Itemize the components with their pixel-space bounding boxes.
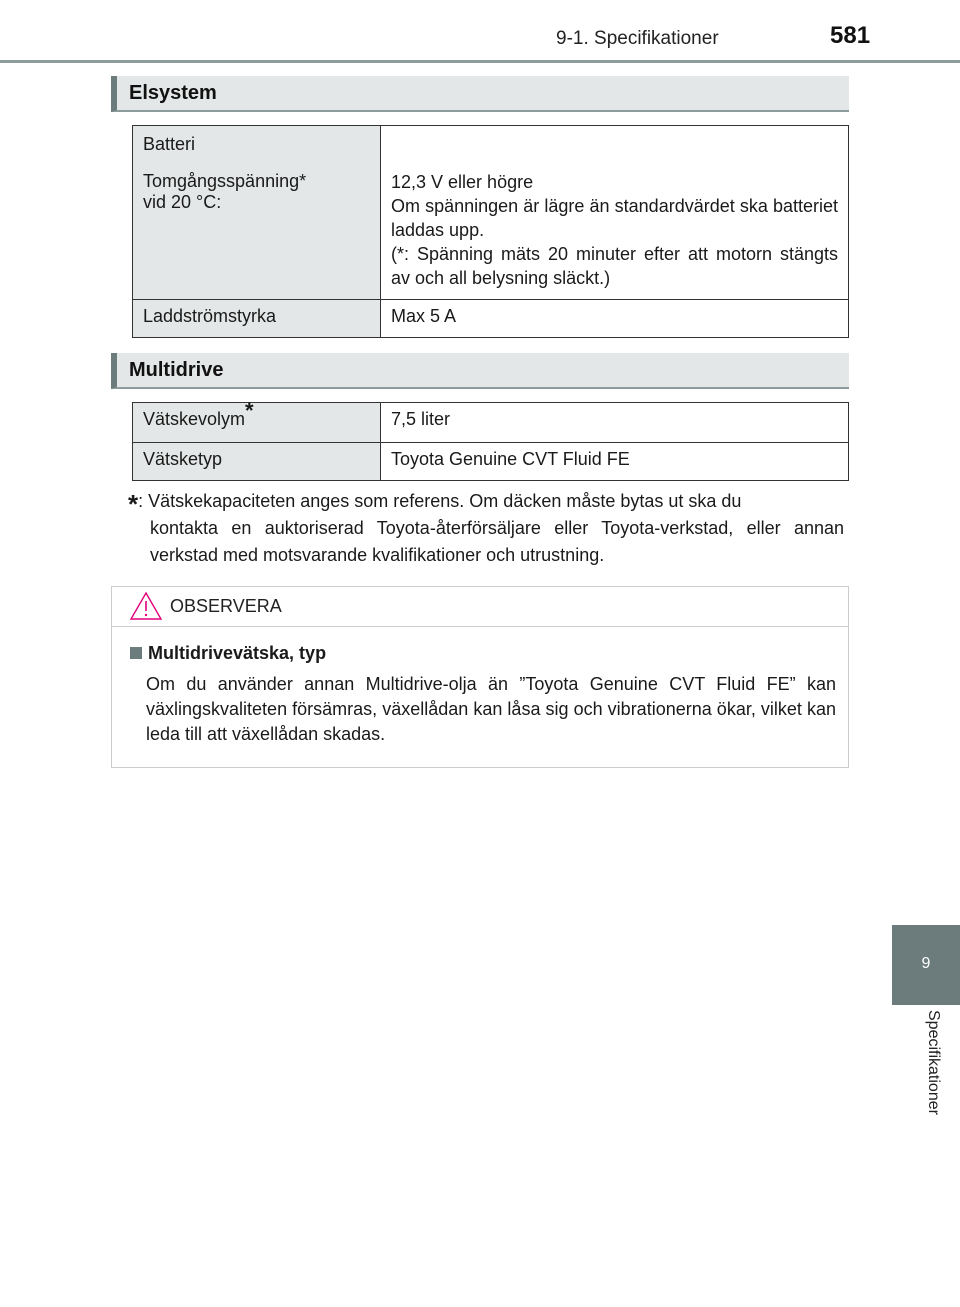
voltage-label-line2: vid 20 °C: xyxy=(143,192,222,212)
header-section-title: 9-1. Specifikationer xyxy=(556,28,719,49)
chapter-tab-number: 9 xyxy=(892,925,960,1005)
bullet-square-icon xyxy=(130,647,142,659)
table-row xyxy=(133,403,849,443)
footnote-marker: * xyxy=(245,398,254,423)
warning-icon xyxy=(129,591,163,621)
footnote-rest-text: kontakta en auktoriserad Toyota-återförsäljare eller Toyota-verkstad, eller annan verkstad med motsvarande kvalifikationer och utrustning. xyxy=(150,518,844,565)
table-row xyxy=(133,443,849,481)
elsystem-table xyxy=(132,125,849,338)
voltage-value: 12,3 V eller högre xyxy=(391,172,534,192)
voltage-footnote: (*: Spänning mäts 20 minuter efter att motorn stängts av och all belysning släckt.) xyxy=(391,244,838,288)
section-heading-text: Elsystem xyxy=(129,82,217,104)
header-rule xyxy=(0,60,960,63)
charge-label: Laddströmstyrka xyxy=(133,300,381,338)
chapter-tab-label-text: Specifikationer xyxy=(925,1010,942,1115)
footnote xyxy=(128,488,844,569)
voltage-label-line1: Tomgångsspänning* xyxy=(143,171,307,191)
section-heading-multidrive xyxy=(111,353,849,389)
footnote-first-line xyxy=(128,488,844,519)
table-label-cell xyxy=(133,398,381,443)
section-heading-text: Multidrive xyxy=(129,359,224,381)
type-label: Vätsketyp xyxy=(133,443,381,481)
type-value: Toyota Genuine CVT Fluid FE xyxy=(381,443,849,481)
notice-title xyxy=(130,643,848,664)
footnote-marker: * xyxy=(128,489,139,519)
table-value-cell xyxy=(381,126,849,300)
notice-header xyxy=(112,587,848,627)
table-label-cell xyxy=(133,126,381,300)
charge-value: Max 5 A xyxy=(381,300,849,338)
multidrive-table xyxy=(132,398,849,481)
battery-label: Batteri xyxy=(143,134,196,154)
notice-title-text: Multidrivevätska, typ xyxy=(148,643,327,663)
footnote-first-text: : Vätskekapaciteten anges som referens. Om däcken måste bytas ut ska du xyxy=(138,491,742,511)
volume-value: 7,5 liter xyxy=(381,403,849,443)
table-row xyxy=(133,126,849,300)
voltage-note: Om spänningen är lägre än standardvärdet ska batteriet laddas upp. xyxy=(391,196,838,240)
notice-box xyxy=(111,586,849,768)
notice-label: OBSERVERA xyxy=(170,596,282,616)
notice-body xyxy=(112,627,848,747)
table-row xyxy=(133,300,849,338)
section-heading-elsystem xyxy=(111,76,849,112)
notice-text: Om du använder annan Multidrive-olja än ”Toyota Genuine CVT Fluid FE” kan växlingskvaliteten försämras, växellådan kan låsa sig och vibrationerna ökar, vilket kan leda till att växellådan skadas. xyxy=(146,674,836,744)
chapter-tab-label xyxy=(892,1010,960,1150)
page-number: 581 xyxy=(830,22,871,49)
volume-label: Vätskevolym xyxy=(143,409,246,429)
